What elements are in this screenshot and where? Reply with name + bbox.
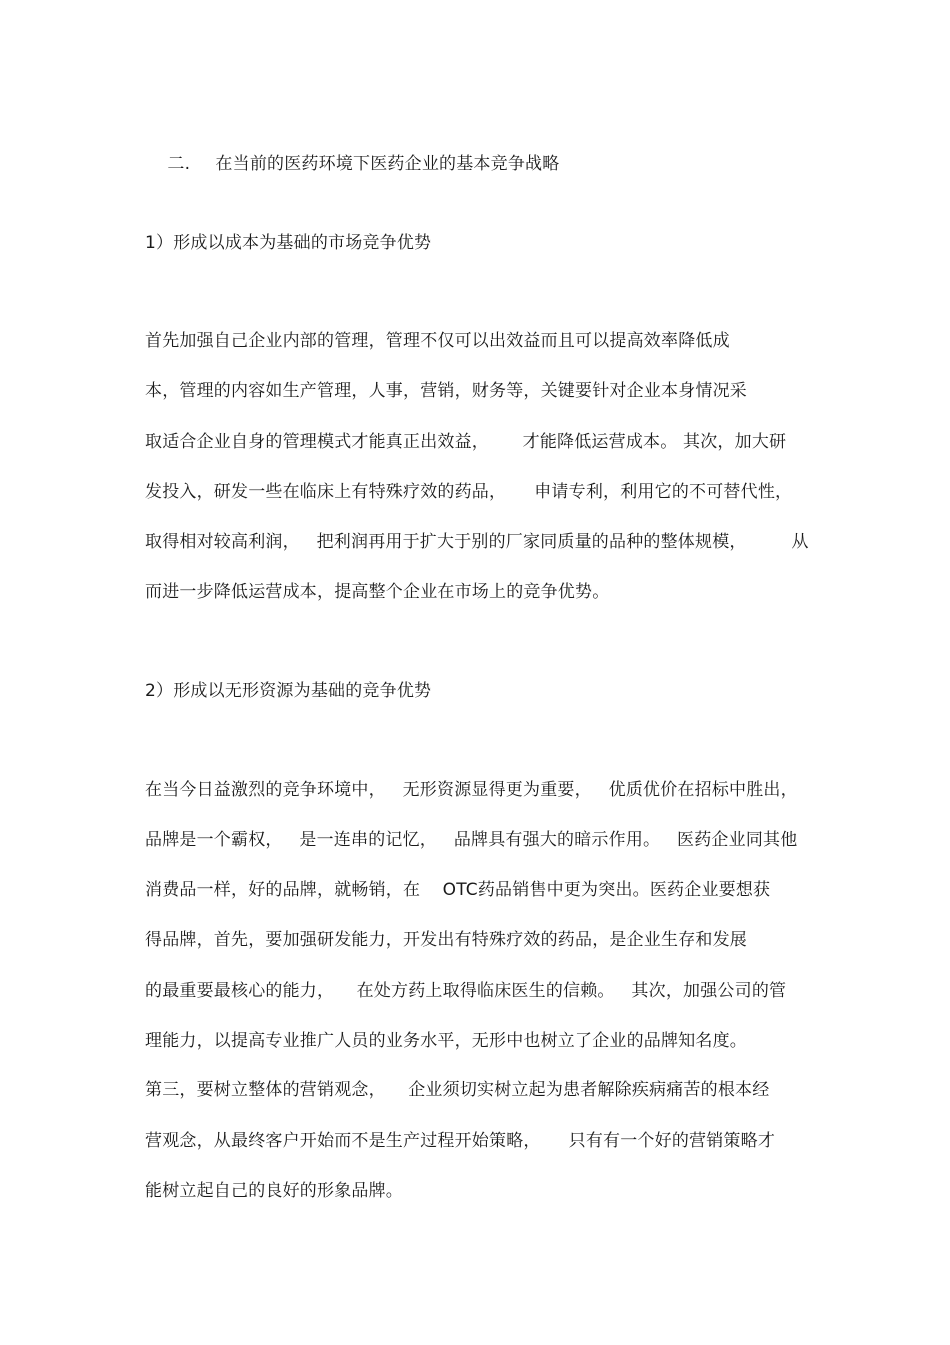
paragraph-2-line-4: 得品牌，首先，要加强研发能力，开发出有特殊疗效的药品，是企业生存和发展 xyxy=(145,930,747,950)
paragraph-1-line-2: 本，管理的内容如生产管理，人事，营销，财务等，关键要针对企业本身情况采 xyxy=(145,381,747,401)
paragraph-2-line-9: 能树立起自己的良好的形象品牌。 xyxy=(145,1181,403,1201)
section-number: 二. xyxy=(167,154,191,174)
subsection-1-heading: 1）形成以成本为基础的市场竞争优势 xyxy=(145,233,432,253)
paragraph-1-line-5: 取得相对较高利润， 把利润再用于扩大于别的厂家同质量的品种的整体规模， 从 xyxy=(145,532,809,552)
paragraph-2-line-8: 营观念，从最终客户开始而不是生产过程开始策略， 只有有一个好的营销策略才 xyxy=(145,1131,776,1151)
section-title: 在当前的医药环境下医药企业的基本竞争战略 xyxy=(215,154,560,174)
paragraph-2-line-1: 在当今日益激烈的竞争环境中， 无形资源显得更为重要， 优质优价在招标中胜出， xyxy=(145,780,798,800)
paragraph-2-line-7: 第三，要树立整体的营销观念， 企业须切实树立起为患者解除疾病痛苦的根本经 xyxy=(145,1080,770,1100)
paragraph-2-line-6: 理能力，以提高专业推广人员的业务水平，无形中也树立了企业的品牌知名度。 xyxy=(145,1031,747,1051)
paragraph-1-line-1: 首先加强自己企业内部的管理，管理不仅可以出效益而且可以提高效率降低成 xyxy=(145,331,730,351)
paragraph-1-line-3: 取适合企业自身的管理模式才能真正出效益， 才能降低运营成本。 其次，加大研 xyxy=(145,432,787,452)
paragraph-2-line-3: 消费品一样，好的品牌，就畅销，在 OTC药品销售中更为突出。医药企业要想获 xyxy=(145,880,771,900)
paragraph-2-line-2: 品牌是一个霸权， 是一连串的记忆， 品牌具有强大的暗示作用。 医药企业同其他 xyxy=(145,830,798,850)
paragraph-1-line-6: 而进一步降低运营成本，提高整个企业在市场上的竞争优势。 xyxy=(145,582,610,602)
paragraph-1-line-4: 发投入，研发一些在临床上有特殊疗效的药品， 申请专利，利用它的不可替代性， xyxy=(145,482,793,502)
paragraph-2-line-5: 的最重要最核心的能力， 在处方药上取得临床医生的信赖。 其次，加强公司的管 xyxy=(145,981,787,1001)
section-heading xyxy=(145,131,559,197)
subsection-2-heading: 2）形成以无形资源为基础的竞争优势 xyxy=(145,681,432,701)
